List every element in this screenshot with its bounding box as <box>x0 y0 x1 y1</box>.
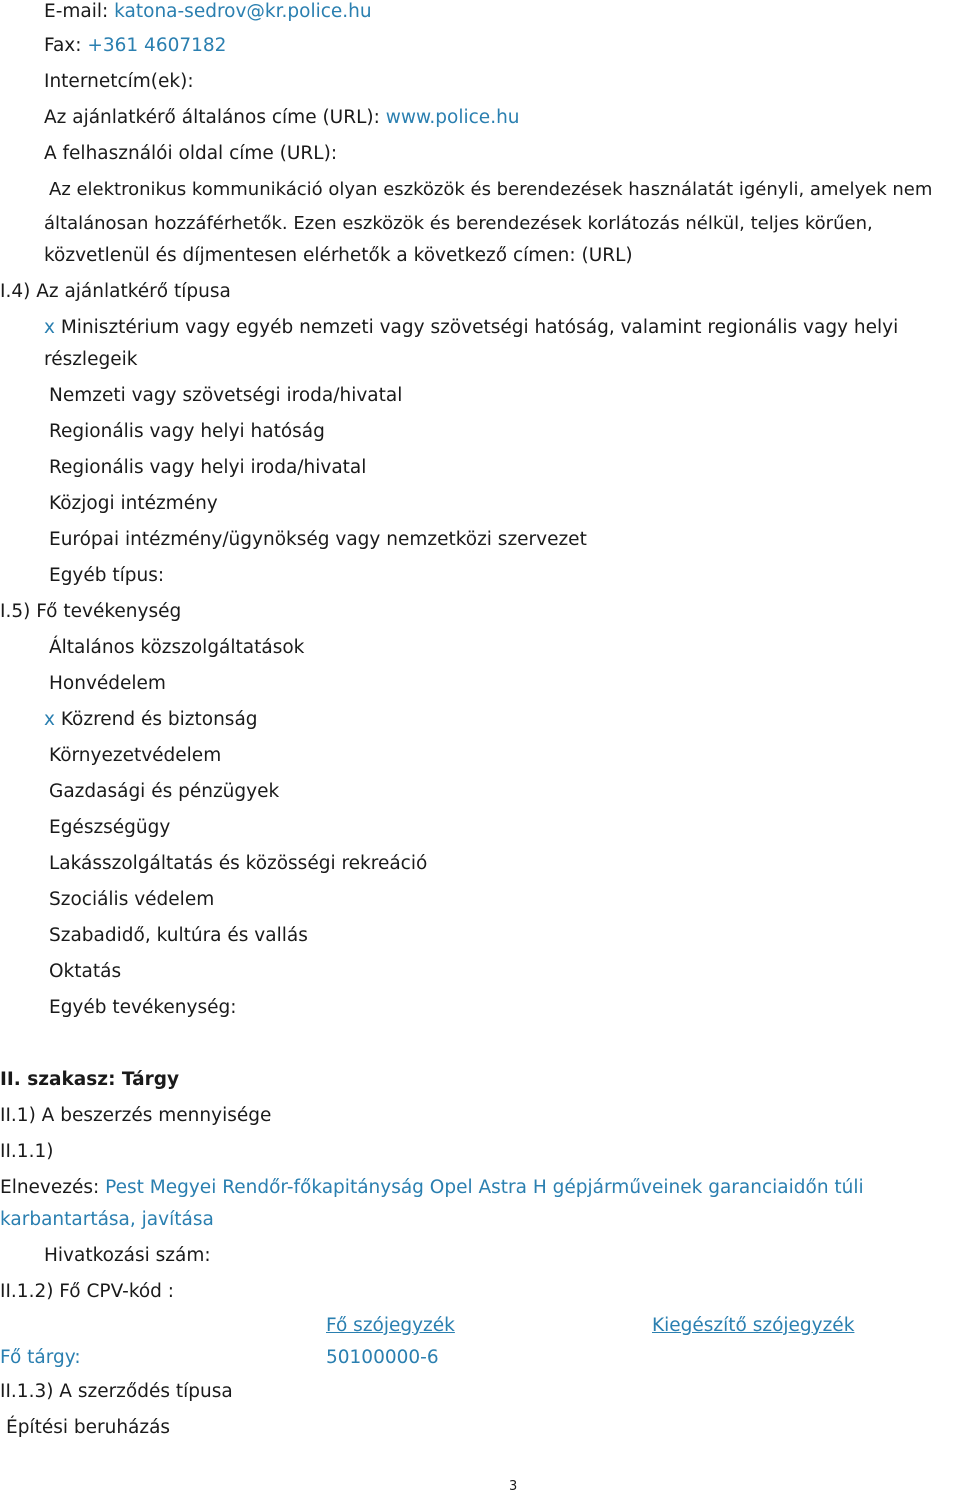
electronic-note-part-b: Ezen eszközök és berendezések korlátozás nélkül, teljes körűen, <box>293 213 873 234</box>
cpv-supp-vocab-header[interactable]: Kiegészítő szójegyzék <box>652 1315 855 1336</box>
contract-type-heading: II.1.3) A szerződés típusa <box>0 1381 233 1402</box>
i5-option: Honvédelem <box>49 673 166 694</box>
i5-option: Általános közszolgáltatások <box>49 637 305 658</box>
fax-row <box>44 34 226 58</box>
i5-option: Szabadidő, kultúra és vallás <box>49 925 308 946</box>
main-subject-label: Fő tárgy: <box>0 1347 81 1368</box>
email-link[interactable]: katona-sedrov@kr.police.hu <box>114 1 372 22</box>
section-ii-heading: II. szakasz: Tárgy <box>0 1069 180 1090</box>
i5-option: Oktatás <box>49 961 122 982</box>
name-value: Pest Megyei Rendőr-főkapitányság Opel Astra H gépjárműveinek garanciaidőn túli <box>105 1177 864 1198</box>
i4-checked-item <box>44 316 898 340</box>
name-label: Elnevezés: <box>0 1177 100 1198</box>
general-url-row <box>44 106 520 130</box>
section-i4-heading: I.4) Az ajánlatkérő típusa <box>0 281 231 302</box>
check-mark-icon: x <box>44 709 55 730</box>
name-row <box>0 1176 864 1200</box>
i5-checked-option-label: Közrend és biztonság <box>60 709 258 730</box>
electronic-note-part-a: általánosan hozzáférhetők. <box>44 213 288 234</box>
i5-option: Lakásszolgáltatás és közösségi rekreáció <box>49 853 428 874</box>
electronic-note-line1: Az elektronikus kommunikáció olyan eszközök és berendezések használatát igényli, amelyek nem <box>49 179 933 200</box>
i5-option: Egészségügy <box>49 817 171 838</box>
fax-label: Fax: <box>44 35 82 56</box>
main-subject-code: 50100000-6 <box>326 1347 439 1368</box>
fax-value: +361 4607182 <box>87 35 227 56</box>
contract-type-value: Építési beruházás <box>6 1417 171 1438</box>
section-ii11-heading: II.1.1) <box>0 1141 54 1162</box>
reference-label: Hivatkozási szám: <box>44 1245 211 1266</box>
i5-option: Környezetvédelem <box>49 745 222 766</box>
check-mark-icon: x <box>44 317 55 338</box>
section-ii1-heading: II.1) A beszerzés mennyisége <box>0 1105 272 1126</box>
internet-label: Internetcím(ek): <box>44 71 194 92</box>
email-row <box>44 0 372 24</box>
i5-checked-option <box>44 708 258 732</box>
i4-option: Regionális vagy helyi hatóság <box>49 421 325 442</box>
name-value-cont: karbantartása, javítása <box>0 1209 214 1230</box>
i5-option: Gazdasági és pénzügyek <box>49 781 280 802</box>
i4-option: Közjogi intézmény <box>49 493 218 514</box>
i4-checked-item-label: Minisztérium vagy egyéb nemzeti vagy szövetségi hatóság, valamint regionális vagy helyi <box>60 317 899 338</box>
section-i5-heading: I.5) Fő tevékenység <box>0 601 182 622</box>
electronic-note-line2 <box>44 212 873 236</box>
i4-option: Európai intézmény/ügynökség vagy nemzetközi szervezet <box>49 529 587 550</box>
general-url-link[interactable]: www.police.hu <box>385 107 520 128</box>
cpv-heading: II.1.2) Fő CPV-kód : <box>0 1281 175 1302</box>
i4-checked-item-cont: részlegeik <box>44 349 138 370</box>
general-url-label: Az ajánlatkérő általános címe (URL): <box>44 107 380 128</box>
page-number: 3 <box>509 1479 518 1494</box>
i4-option: Nemzeti vagy szövetségi iroda/hivatal <box>49 385 403 406</box>
i4-option: Regionális vagy helyi iroda/hivatal <box>49 457 367 478</box>
i4-option: Egyéb típus: <box>49 565 165 586</box>
email-label: E-mail: <box>44 1 109 22</box>
electronic-note-line3: közvetlenül és díjmentesen elérhetők a következő címen: (URL) <box>44 245 633 266</box>
i5-option: Egyéb tevékenység: <box>49 997 237 1018</box>
cpv-main-vocab-header[interactable]: Fő szójegyzék <box>326 1315 455 1336</box>
buyer-profile-label: A felhasználói oldal címe (URL): <box>44 143 338 164</box>
i5-option: Szociális védelem <box>49 889 215 910</box>
